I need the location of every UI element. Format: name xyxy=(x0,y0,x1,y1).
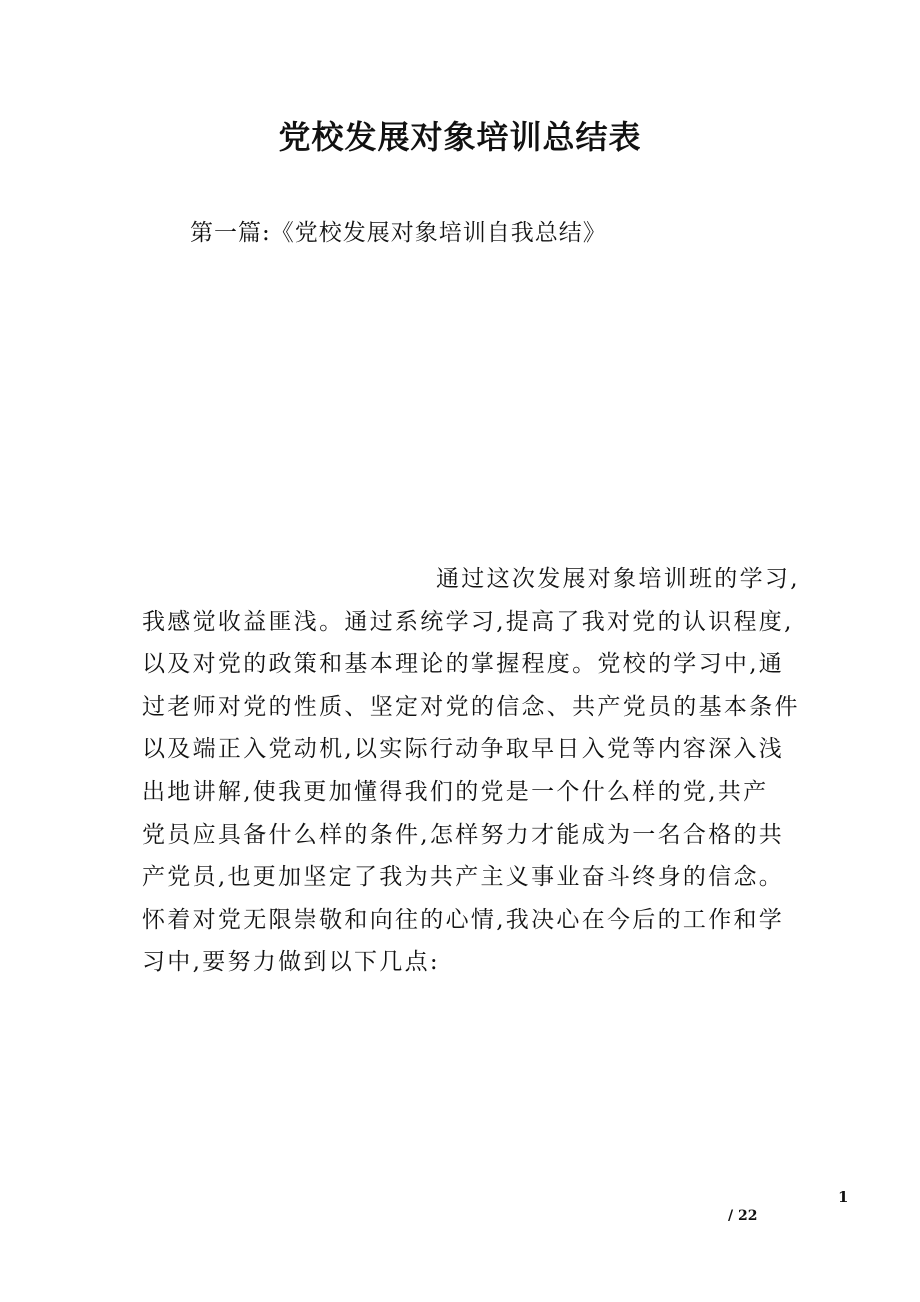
paragraph-line: 产党员,也更加坚定了我为共产主义事业奋斗终身的信念。 xyxy=(142,864,785,891)
document-subtitle: 第一篇:《党校发展对象培训自我总结》 xyxy=(190,220,607,246)
page-number: 1 xyxy=(838,1188,849,1206)
document-title: 党校发展对象培训总结表 xyxy=(278,118,642,156)
paragraph-line: 我感觉收益匪浅。通过系统学习,提高了我对党的认识程度, xyxy=(142,608,794,635)
paragraph-line: 以及对党的政策和基本理论的掌握程度。党校的学习中,通 xyxy=(142,651,785,678)
paragraph-line: 过老师对党的性质、坚定对党的信念、共产党员的基本条件 xyxy=(142,693,800,720)
paragraph-line: 以及端正入党动机,以实际行动争取早日入党等内容深入浅 xyxy=(142,736,785,763)
paragraph-line: 出地讲解,使我更加懂得我们的党是一个什么样的党,共产 xyxy=(142,778,769,805)
paragraph-line: 怀着对党无限崇敬和向往的心情,我决心在今后的工作和学 xyxy=(142,906,785,933)
body-paragraph xyxy=(142,558,800,984)
paragraph-line: 习中,要努力做到以下几点: xyxy=(142,949,440,976)
paragraph-line: 通过这次发展对象培训班的学习, xyxy=(436,566,800,592)
page-total: / 22 xyxy=(728,1208,758,1224)
paragraph-line: 党员应具备什么样的条件,怎样努力才能成为一名合格的共 xyxy=(142,821,785,848)
